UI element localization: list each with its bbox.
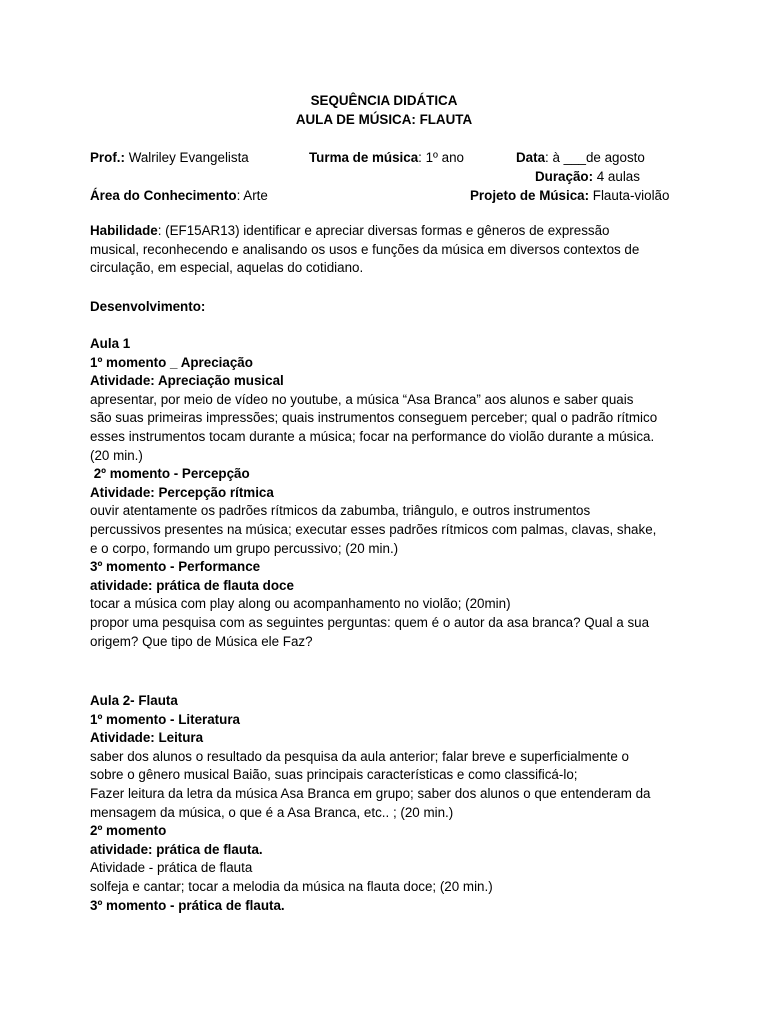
aula1-moment1-activity: Atividade: Apreciação musical <box>90 373 284 389</box>
projeto-value: Flauta-violão <box>589 188 670 203</box>
text-line: (20 min.) <box>90 447 143 463</box>
text-line: propor uma pesquisa com as seguintes perguntas: quem é o autor da asa branca? Qual a sua <box>90 614 650 630</box>
text-line: origem? Que tipo de Música ele Faz? <box>90 633 313 649</box>
text-line: Fazer leitura da letra da música Asa Branca em grupo; saber dos alunos o que entenderam da <box>90 785 651 801</box>
duracao-line <box>535 168 640 187</box>
aula2-moment2-activity: atividade: prática de flauta. <box>90 841 263 857</box>
text-line: são suas primeiras impressões; quais instrumentos conseguem perceber; qual o padrão rítmico <box>90 410 658 426</box>
habilidade-text: : (EF15AR13) identificar e apreciar diversas formas e gêneros de expressão <box>157 223 610 238</box>
doc-subtitle: AULA DE MÚSICA: FLAUTA <box>295 112 473 127</box>
aula2-title: Aula 2- Flauta <box>90 693 178 708</box>
turma-label: Turma de música <box>309 150 419 165</box>
text-line: esses instrumentos tocam durante a música; focar na performance do violão durante a música. <box>90 428 655 444</box>
text-line: ouvir atentamente os padrões rítmicos da zabumba, triângulo, e outros instrumentos <box>90 503 591 519</box>
aula2-moment1-activity: Atividade: Leitura <box>90 730 204 746</box>
prof-line <box>90 149 249 168</box>
duracao-value: 4 aulas <box>593 169 640 184</box>
habilidade-paragraph <box>90 222 690 278</box>
aula1-moment2-activity: Atividade: Percepção rítmica <box>90 484 274 500</box>
aula1-section <box>90 335 690 651</box>
duracao-label: Duração: <box>535 169 594 184</box>
habilidade-label: Habilidade <box>90 223 158 238</box>
prof-value: Walriley Evangelista <box>124 150 249 165</box>
data-label: Data <box>516 150 546 165</box>
aula2-section <box>90 692 690 915</box>
habilidade-text: circulação, em especial, aquelas do cotidiano. <box>90 260 364 276</box>
aula2-moment3-title: 3º momento - prática de flauta. <box>90 897 285 913</box>
prof-label: Prof.: <box>90 150 125 165</box>
area-value: : Arte <box>236 188 268 203</box>
aula1-moment3-title: 3º momento - Performance <box>90 559 261 575</box>
projeto-line <box>470 187 669 206</box>
habilidade-text: musical, reconhecendo e analisando os usos e funções da música em diversos contextos de <box>90 241 640 257</box>
text-line: sobre o gênero musical Baião, suas principais características e como classificá-lo; <box>90 767 578 783</box>
area-line <box>90 187 268 206</box>
projeto-label: Projeto de Música: <box>470 188 590 203</box>
text-line: mensagem da música, o que é a Asa Branca, etc.. ; (20 min.) <box>90 804 454 820</box>
data-line <box>516 149 645 168</box>
turma-line <box>309 149 464 168</box>
text-line: saber dos alunos o resultado da pesquisa da aula anterior; falar breve e superficialmente o <box>90 748 629 764</box>
text-line: tocar a música com play along ou acompanhamento no violão; (20min) <box>90 596 511 612</box>
aula2-moment2-title: 2º momento <box>90 823 167 839</box>
text-line: apresentar, por meio de vídeo no youtube, a música “Asa Branca” aos alunos e saber quais <box>90 391 634 407</box>
text-line: percussivos presentes na música; executar esses padrões rítmicos com palmas, clavas, shake, <box>90 521 657 537</box>
aula1-moment2-title: 2º momento - Percepção <box>90 466 250 482</box>
area-label: Área do Conhecimento <box>90 188 237 203</box>
text-line: solfeja e cantar; tocar a melodia da música na flauta doce; (20 min.) <box>90 878 493 894</box>
data-value: : à ___de agosto <box>545 150 645 165</box>
aula2-moment1-title: 1º momento - Literatura <box>90 711 240 727</box>
desenvolvimento-heading: Desenvolvimento: <box>90 299 206 314</box>
turma-value: : 1º ano <box>418 150 464 165</box>
doc-title: SEQUÊNCIA DIDÁTICA <box>310 93 458 108</box>
aula1-title: Aula 1 <box>90 336 131 351</box>
text-line: Atividade - prática de flauta <box>90 860 253 876</box>
aula1-moment1-title: 1º momento _ Apreciação <box>90 354 253 370</box>
text-line: e o corpo, formando um grupo percussivo; (20 min.) <box>90 540 399 556</box>
aula1-moment3-activity: atividade: prática de flauta doce <box>90 577 294 593</box>
